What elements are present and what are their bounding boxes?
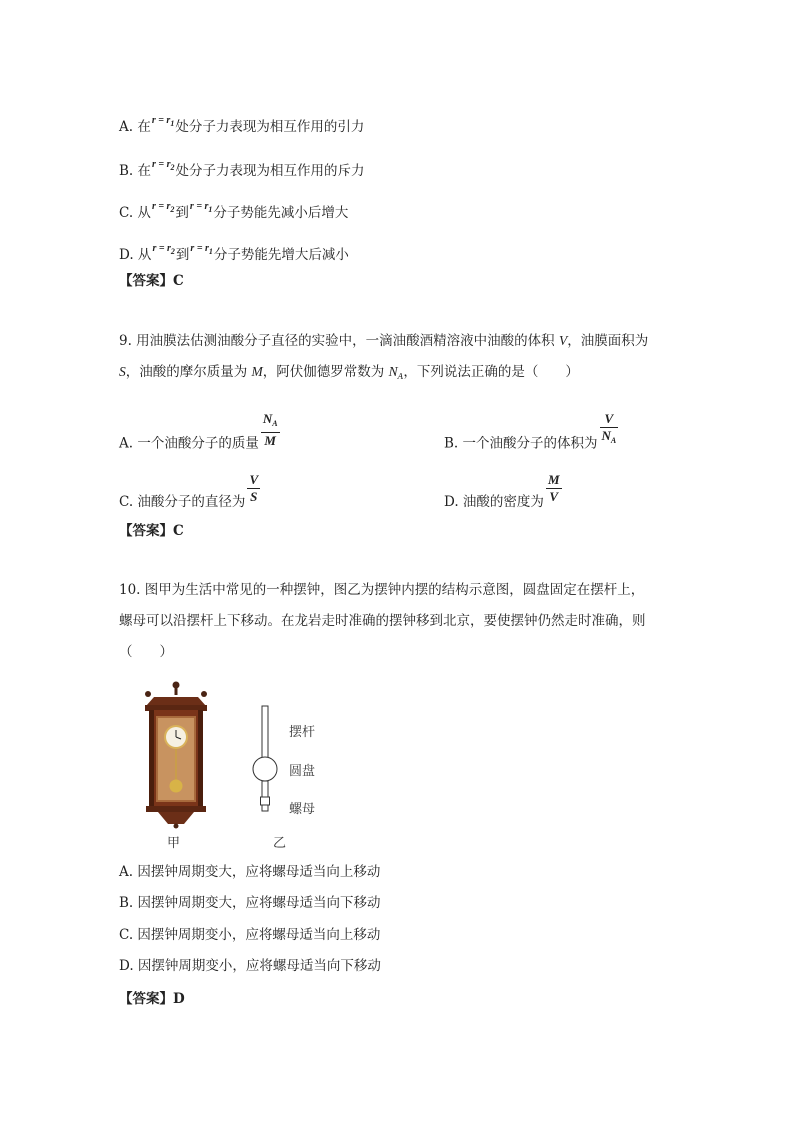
option-text: C. 油酸分子的直径为	[119, 494, 246, 510]
r-expression: $r = r_2$	[152, 159, 175, 172]
q8-option-d	[119, 239, 349, 265]
label-nut: 螺母	[289, 802, 316, 817]
r-expression-from: $r = r_2$	[152, 243, 175, 256]
q10-stem-line3: （ ）	[119, 644, 173, 660]
q10-stem-line2: 螺母可以沿摆杆上下移动。在龙岩走时准确的摆钟移到北京，要使摆钟仍然走时准确，则	[119, 613, 646, 629]
option-text: B. 一个油酸分子的体积为	[444, 435, 598, 452]
option-text: 处分子力表现为相互作用的引力	[175, 119, 365, 135]
q9-option-c	[119, 472, 260, 519]
label-rod: 摆杆	[289, 725, 316, 740]
option-prefix: D. 从	[119, 247, 152, 263]
q10-answer: 【答案】D	[119, 991, 185, 1007]
q9-stem-line2: S，油酸的摩尔质量为 M，阿伏伽德罗常数为 $N_A$，下列说法正确的是（ ）	[119, 364, 579, 381]
pendulum-bob	[170, 780, 183, 793]
r-expression-from: $r = r_2$	[151, 201, 175, 214]
q8-answer: 【答案】C	[119, 273, 184, 289]
fraction-v-over-s: $\frac{V}{S}$	[249, 472, 259, 504]
q9-answer: 【答案】C	[119, 523, 184, 539]
option-text: 处分子力表现为相互作用的斥力	[175, 163, 365, 179]
q10-option-c: C. 因摆钟周期变小，应将螺母适当向上移动	[119, 927, 381, 943]
q9-stem-line1: 9. 用油膜法估测油酸分子直径的实验中，一滴油酸酒精溶液中油酸的体积 V，油膜面积为	[119, 333, 649, 349]
fraction-na-over-m: $\frac{N_A}{M}$	[262, 411, 278, 448]
option-text: 分子势能先增大后减小	[213, 247, 349, 263]
option-text: A. 一个油酸分子的质量	[119, 435, 259, 452]
q10-stem-line1: 10. 图甲为生活中常见的一种摆钟，图乙为摆钟内摆的结构示意图，圆盘固定在摆杆上，	[119, 582, 645, 598]
pendulum-nut	[261, 797, 270, 805]
finial-left	[145, 691, 151, 697]
pendulum-clock-illustration	[140, 680, 212, 830]
q10-option-a: A. 因摆钟周期变大，应将螺母适当向上移动	[119, 864, 381, 880]
option-prefix: C. 从	[119, 205, 151, 221]
fraction-m-over-v: $\frac{M}{V}$	[547, 472, 560, 504]
q8-option-a	[119, 111, 364, 137]
connector-text: 到	[175, 247, 190, 263]
option-text: D. 油酸的密度为	[444, 494, 544, 510]
option-prefix: A. 在	[119, 119, 151, 135]
figure-label-jia: 甲	[167, 836, 181, 851]
r-expression-to: $r = r_1$	[190, 243, 213, 256]
q8-option-b	[119, 155, 365, 181]
label-disk: 圆盘	[289, 764, 316, 779]
q9-option-b	[444, 411, 618, 463]
q9-option-d	[444, 472, 562, 519]
connector-text: 到	[175, 205, 189, 221]
option-text: 分子势能先减小后增大	[213, 205, 349, 221]
pendulum-disk	[253, 757, 277, 781]
r-expression: $r = r_1$	[151, 115, 175, 128]
figure-label-yi: 乙	[273, 836, 287, 851]
fraction-v-over-na: $\frac{V}{N_A}$	[601, 411, 617, 445]
finial-right	[201, 691, 207, 697]
q8-option-c	[119, 197, 348, 223]
q10-option-b: B. 因摆钟周期变大，应将螺母适当向下移动	[119, 895, 381, 911]
option-prefix: B. 在	[119, 163, 152, 179]
pendulum-schematic	[250, 704, 280, 816]
q9-option-a	[119, 411, 280, 463]
r-expression-to: $r = r_1$	[189, 201, 213, 214]
q10-option-d: D. 因摆钟周期变小，应将螺母适当向下移动	[119, 958, 381, 974]
pendulum-rod	[262, 706, 268, 758]
